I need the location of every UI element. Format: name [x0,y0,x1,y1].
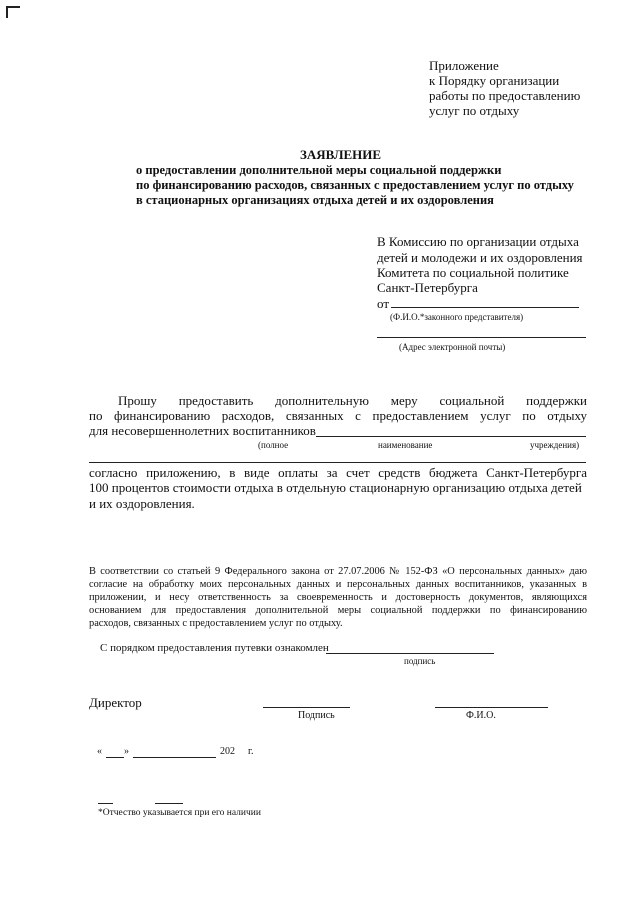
email-caption: (Адрес электронной почты) [399,342,506,352]
request-line-5: 100 процентов стоимости отдыха в отдельную стационарную организацию отдыха детей [89,480,582,495]
request-line-3: для несовершеннолетних воспитанников [89,423,316,438]
request-line-4: согласно приложению, в виде оплаты за счет средств бюджета Санкт-Петербурга [89,465,587,480]
signature-caption: Подпись [298,710,335,721]
institution-name-field[interactable] [316,436,586,437]
applicant-name-field[interactable] [391,307,579,308]
addressee-line-1: В Комиссию по организации отдыха [377,234,579,249]
subtitle-line-1: о предоставлении дополнительной меры социальной поддержки [136,163,502,177]
acknowledge-text: С порядком предоставления путевки ознакомлен [100,642,329,654]
director-label: Директор [89,695,142,710]
corner-mark-vertical [6,6,8,18]
date-day-field[interactable] [106,757,124,758]
subtitle-line-3: в стационарных организациях отдыха детей и их оздоровления [136,193,494,207]
appendix-line-1: Приложение [429,58,499,73]
appendix-line-4: услуг по отдыху [429,103,520,118]
document-title: ЗАЯВЛЕНИЕ [300,147,382,162]
consent-line-3: приложении, и несу ответственность за своевременность и достоверность документов, являющихся [89,592,587,603]
director-fio-field[interactable] [435,707,548,708]
addressee-line-4: Санкт-Петербурга [377,280,478,295]
footnote-rule-2 [155,803,183,804]
request-line-6: и их оздоровления. [89,496,195,511]
date-year-suffix: г. [248,746,254,757]
request-line-1: Прошу предоставить дополнительную меру социальной поддержки [118,393,587,408]
subtitle-line-2: по финансированию расходов, связанных с предоставлением услуг по отдыху [136,178,574,192]
corner-mark [6,6,20,8]
caption-full: (полное [258,440,289,450]
fio-caption: (Ф.И.О.*законного представителя) [390,312,524,322]
consent-line-2: согласие на обработку моих персональных данных и персональных данных воспитанников, указанных в [89,579,587,590]
date-year: 202 [220,746,235,757]
acknowledge-signature-field[interactable] [326,653,494,654]
appendix-line-3: работы по предоставлению [429,88,581,103]
email-field[interactable] [377,337,586,338]
from-label: от [377,296,390,311]
director-signature-field[interactable] [263,707,350,708]
appendix-line-2: к Порядку организации [429,73,560,88]
date-open-quote: « [97,746,102,757]
acknowledge-signature-caption: подпись [404,656,436,666]
consent-line-5: расходов, связанных с предоставлением услуг по отдыху. [89,618,343,629]
director-fio-caption: Ф.И.О. [466,710,496,721]
footnote-text: *Отчество указывается при его наличии [98,808,261,818]
date-month-field[interactable] [133,757,216,758]
consent-line-1: В соответствии со статьей 9 Федерального закона от 27.07.2006 № 152-ФЗ «О персональных данных» даю [89,566,587,577]
institution-name-field-2[interactable] [89,462,586,463]
request-line-2: по финансированию расходов, связанных с предоставлением услуг по отдыху [89,408,587,423]
consent-line-4: основанием для предоставления дополнительной меры социальной поддержки по финансированию [89,605,587,616]
footnote-rule [98,803,113,804]
caption-name: наименование [378,440,433,450]
caption-institution: учреждения) [530,440,580,450]
addressee-line-2: детей и молодежи и их оздоровления [377,250,583,265]
date-close-quote: » [124,746,129,757]
addressee-line-3: Комитета по социальной политике [377,265,569,280]
